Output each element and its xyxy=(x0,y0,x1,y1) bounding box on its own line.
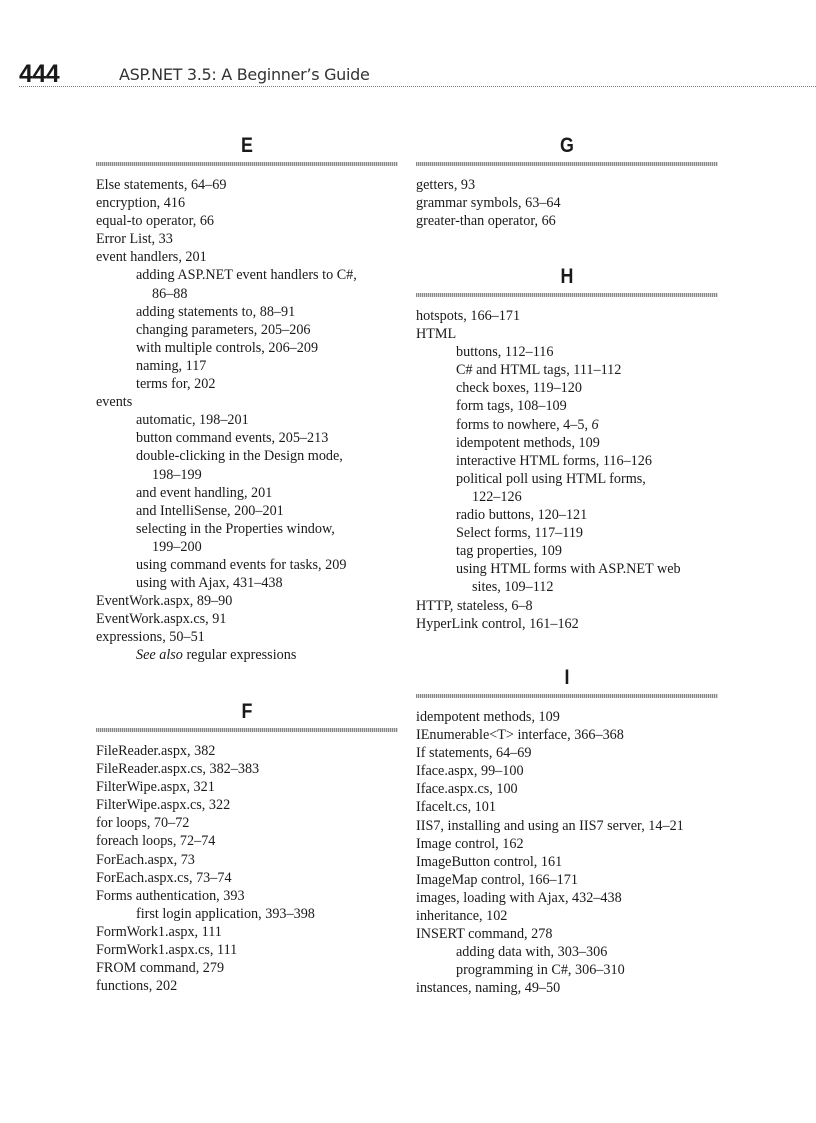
italic-page-ref: 6 xyxy=(591,416,599,433)
index-subentry: button command events, 205–213 xyxy=(136,430,329,447)
index-entry: FilterWipe.aspx, 321 xyxy=(96,779,215,796)
index-subentry: radio buttons, 120–121 xyxy=(456,507,588,524)
index-entry: ImageMap control, 166–171 xyxy=(416,871,578,888)
index-entry: event handlers, 201 xyxy=(96,249,207,266)
index-entry: idempotent methods, 109 xyxy=(416,709,560,725)
section-rule xyxy=(96,162,398,166)
see-also-reference xyxy=(96,646,398,664)
index-entry: HyperLink control, 161–162 xyxy=(416,615,579,632)
index-entry: for loops, 70–72 xyxy=(96,815,190,832)
index-entry: Else statements, 64–69 xyxy=(96,177,227,193)
index-subentry: interactive HTML forms, 116–126 xyxy=(456,452,652,469)
index-section-f xyxy=(96,700,398,995)
index-entry: encryption, 416 xyxy=(96,195,186,212)
index-subentry: naming, 117 xyxy=(136,357,207,374)
index-subentry: adding data with, 303–306 xyxy=(456,944,608,961)
index-entry: EventWork.aspx.cs, 91 xyxy=(96,611,227,628)
index-entry: IIS7, installing and using an IIS7 server, 14–21 xyxy=(416,817,684,834)
index-section-h xyxy=(416,265,718,633)
index-subentry: using HTML forms with ASP.NET web xyxy=(456,561,681,578)
index-subentry: idempotent methods, 109 xyxy=(456,434,600,451)
index-subentry: C# and HTML tags, 111–112 xyxy=(456,362,622,379)
index-subentry: political poll using HTML forms, xyxy=(456,470,646,487)
running-header xyxy=(0,54,816,88)
index-entry: FormWork1.aspx.cs, 111 xyxy=(96,942,238,959)
index-entry: If statements, 64–69 xyxy=(416,745,532,762)
index-entry: FileReader.aspx.cs, 382–383 xyxy=(96,761,260,778)
index-entry: greater-than operator, 66 xyxy=(416,213,556,230)
index-subentry: Select forms, 117–119 xyxy=(456,525,584,542)
index-entry: Forms authentication, 393 xyxy=(96,887,245,904)
index-section-e xyxy=(96,134,398,665)
index-entry: FilterWipe.aspx.cs, 322 xyxy=(96,797,231,814)
index-section-g xyxy=(416,134,718,230)
index-subentry xyxy=(416,416,718,434)
see-also-label: See also xyxy=(136,647,183,664)
index-subentry: automatic, 198–201 xyxy=(136,412,249,429)
index-subentry: selecting in the Properties window, xyxy=(136,520,335,537)
section-rule xyxy=(416,694,718,698)
index-entry: ForEach.aspx, 73 xyxy=(96,851,195,868)
section-rule xyxy=(416,293,718,297)
index-subentry: double-clicking in the Design mode, xyxy=(136,448,343,465)
index-subentry-continued: 86–88 xyxy=(152,285,188,302)
index-entry: ImageButton control, 161 xyxy=(416,853,563,870)
index-entry: getters, 93 xyxy=(416,177,476,193)
index-entry: IEnumerable<T> interface, 366–368 xyxy=(416,727,624,744)
index-subentry: and event handling, 201 xyxy=(136,484,273,501)
index-entry: FormWork1.aspx, 111 xyxy=(96,923,222,940)
section-rule xyxy=(416,162,718,166)
index-subentry: adding statements to, 88–91 xyxy=(136,303,296,320)
index-entry: EventWork.aspx, 89–90 xyxy=(96,593,233,610)
section-letter: G xyxy=(560,134,574,157)
index-subentry: tag properties, 109 xyxy=(456,543,562,560)
index-subentry: buttons, 112–116 xyxy=(456,344,554,361)
index-entry: grammar symbols, 63–64 xyxy=(416,195,561,212)
index-entry: Error List, 33 xyxy=(96,231,173,248)
index-entry: Ifacelt.cs, 101 xyxy=(416,799,496,816)
index-subentry: check boxes, 119–120 xyxy=(456,380,582,397)
index-subentry: programming in C#, 306–310 xyxy=(456,962,625,979)
index-entry: foreach loops, 72–74 xyxy=(96,833,216,850)
index-subentry: changing parameters, 205–206 xyxy=(136,321,311,338)
page-number: 444 xyxy=(19,60,60,88)
index-subentry: adding ASP.NET event handlers to C#, xyxy=(136,267,357,284)
index-subentry: with multiple controls, 206–209 xyxy=(136,339,319,356)
index-subentry-continued: 199–200 xyxy=(152,538,202,555)
index-subentry: first login application, 393–398 xyxy=(136,905,315,922)
index-subentry-continued: sites, 109–112 xyxy=(472,579,554,596)
index-entry: Iface.aspx.cs, 100 xyxy=(416,781,518,798)
see-also-target: regular expressions xyxy=(182,647,297,664)
index-subentry-continued: 122–126 xyxy=(472,488,522,505)
section-letter: F xyxy=(241,700,253,723)
index-entry: HTTP, stateless, 6–8 xyxy=(416,597,533,614)
index-subentry: terms for, 202 xyxy=(136,376,216,393)
section-letter: I xyxy=(564,666,570,689)
index-entry: inheritance, 102 xyxy=(416,908,508,925)
index-entry: Iface.aspx, 99–100 xyxy=(416,763,524,780)
index-subentry-continued: 198–199 xyxy=(152,466,202,483)
index-entry: images, loading with Ajax, 432–438 xyxy=(416,889,622,906)
book-title: ASP.NET 3.5: A Beginner’s Guide xyxy=(119,65,370,84)
index-entry: INSERT command, 278 xyxy=(416,926,553,943)
index-subentry: form tags, 108–109 xyxy=(456,398,567,415)
index-entry: instances, naming, 49–50 xyxy=(416,980,561,997)
index-subentry: using with Ajax, 431–438 xyxy=(136,575,283,592)
index-entry: Image control, 162 xyxy=(416,835,524,852)
index-entry: hotspots, 166–171 xyxy=(416,308,521,324)
subentry-text: forms to nowhere, 4–5, xyxy=(456,416,592,433)
index-subentry: using command events for tasks, 209 xyxy=(136,556,347,573)
index-section-i xyxy=(416,666,718,998)
index-entry: HTML xyxy=(416,326,457,343)
section-rule xyxy=(96,728,398,732)
index-entry: expressions, 50–51 xyxy=(96,629,205,646)
index-entry: FROM command, 279 xyxy=(96,960,225,977)
section-letter: E xyxy=(241,134,253,157)
index-entry: equal-to operator, 66 xyxy=(96,213,215,230)
section-letter: H xyxy=(560,265,574,288)
index-entry: events xyxy=(96,394,133,411)
header-dotted-rule xyxy=(19,86,816,87)
index-subentry: and IntelliSense, 200–201 xyxy=(136,502,284,519)
index-entry: functions, 202 xyxy=(96,978,178,995)
index-entry: ForEach.aspx.cs, 73–74 xyxy=(96,869,232,886)
index-entry: FileReader.aspx, 382 xyxy=(96,743,216,759)
